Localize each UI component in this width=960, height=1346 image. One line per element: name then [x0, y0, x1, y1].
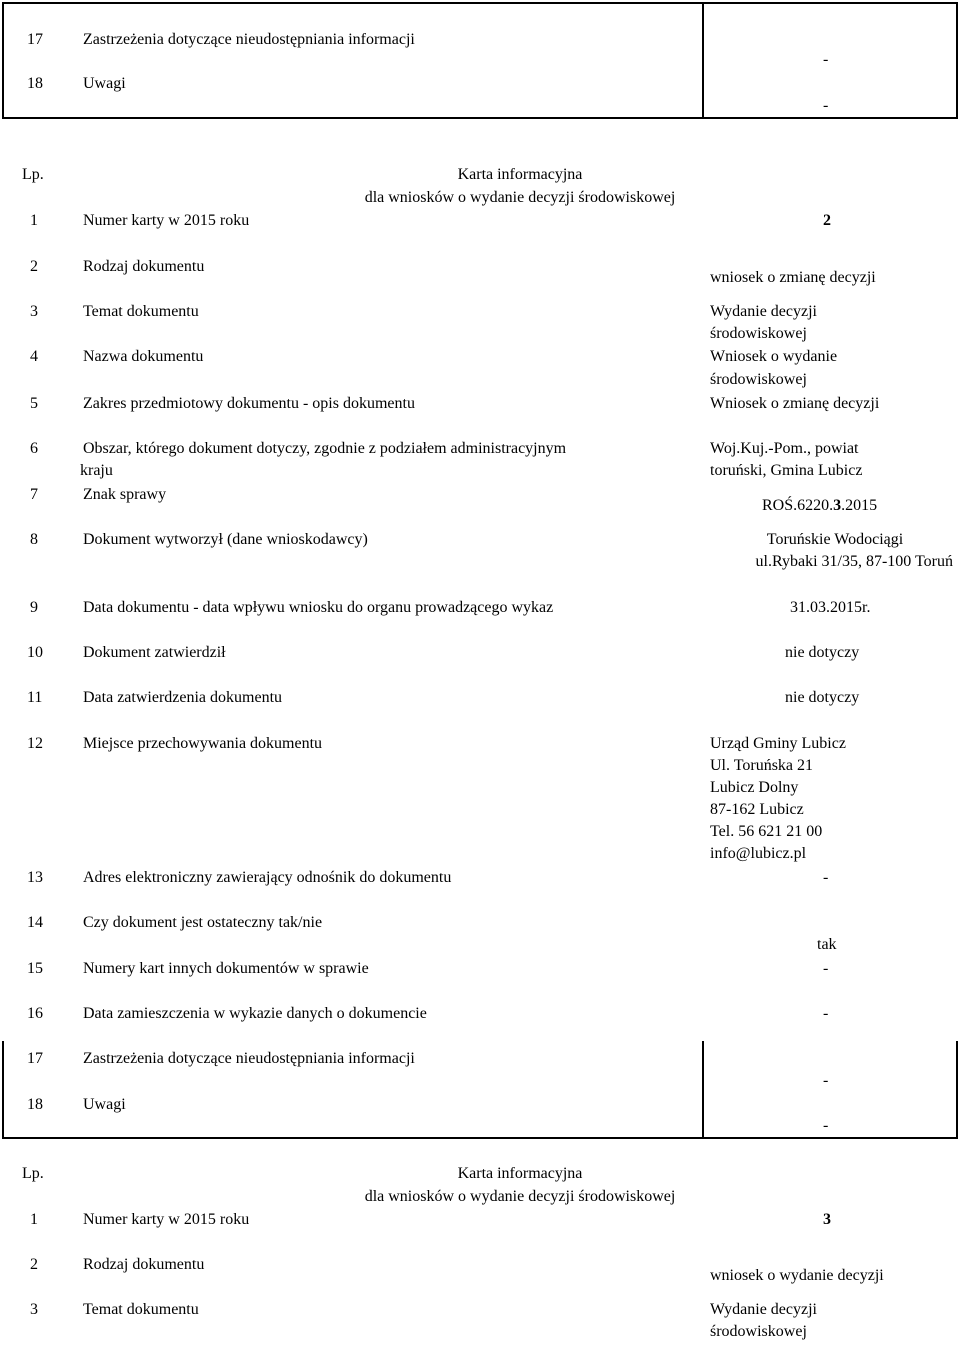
lp-header: Lp.	[22, 166, 44, 183]
row-label: Data zatwierdzenia dokumentu	[83, 689, 283, 706]
rule	[2, 2, 958, 4]
case-number-value	[762, 495, 877, 517]
row-label: Dokument zatwierdził	[83, 644, 226, 661]
row-value: -	[823, 869, 829, 886]
row-label: Obszar, którego dokument dotyczy, zgodnie z podziałem administracyjnym	[83, 440, 567, 457]
email-link[interactable]: info@lubicz.pl	[710, 845, 807, 862]
row-number: 16	[27, 1005, 43, 1022]
row-value: -	[823, 960, 829, 977]
row-label: Temat dokumentu	[83, 1301, 199, 1318]
row-label: Czy dokument jest ostateczny tak/nie	[83, 914, 323, 931]
row-label: Temat dokumentu	[83, 303, 199, 320]
rule	[2, 2, 4, 119]
card-title: Karta informacyjna	[457, 166, 583, 183]
row-number: 14	[27, 914, 43, 931]
row-number: 10	[27, 644, 43, 661]
case-number-core: 3	[833, 497, 842, 514]
row-value: -	[823, 97, 829, 114]
row-number: 6	[30, 440, 38, 457]
row-number: 8	[30, 531, 38, 548]
rule	[2, 1137, 958, 1139]
row-number: 2	[30, 258, 38, 275]
row-value: wniosek o wydanie decyzji	[710, 1267, 884, 1284]
rule	[702, 2, 704, 119]
row-label: Rodzaj dokumentu	[83, 1256, 205, 1273]
row-label: Numer karty w 2015 roku	[83, 212, 250, 229]
row-label: Numer karty w 2015 roku	[83, 1211, 250, 1228]
row-number: 11	[27, 689, 43, 706]
card-subtitle: dla wniosków o wydanie decyzji środowiskowej	[364, 189, 676, 206]
address-line: Urząd Gminy Lubicz	[710, 735, 846, 752]
row-number: 7	[30, 486, 38, 503]
row-value: Wydanie decyzji	[710, 1301, 817, 1318]
card-number-value: 3	[823, 1211, 831, 1228]
row-number: 18	[27, 75, 43, 92]
row-value: nie dotyczy	[785, 689, 860, 706]
row-value: środowiskowej	[710, 325, 807, 342]
rule	[2, 117, 958, 119]
row-value: nie dotyczy	[785, 644, 860, 661]
address-line: 87-162 Lubicz	[710, 801, 804, 818]
rule	[702, 1041, 704, 1139]
row-number: 18	[27, 1096, 43, 1113]
row-value: wniosek o zmianę decyzji	[710, 269, 876, 286]
case-number-prefix: ROŚ.6220.	[762, 497, 834, 514]
row-label: Znak sprawy	[83, 486, 167, 503]
row-value: 31.03.2015r.	[790, 599, 871, 616]
row-label: Miejsce przechowywania dokumentu	[83, 735, 323, 752]
row-value: Toruńskie Wodociągi	[766, 531, 904, 548]
row-label: Nazwa dokumentu	[83, 348, 204, 365]
card-number-value: 2	[823, 212, 831, 229]
row-label: Data dokumentu - data wpływu wniosku do organu prowadzącego wykaz	[83, 599, 554, 616]
row-label: kraju	[80, 462, 113, 479]
row-label: Data zamieszczenia w wykazie danych o dokumencie	[83, 1005, 427, 1022]
row-number: 1	[30, 1211, 38, 1228]
row-label: Uwagi	[83, 75, 126, 92]
row-value: ul.Rybaki 31/35, 87-100 Toruń	[755, 553, 953, 570]
row-number: 15	[27, 960, 43, 977]
row-value: Woj.Kuj.-Pom., powiat	[710, 440, 859, 457]
rule	[956, 2, 958, 119]
row-label: Numery kart innych dokumentów w sprawie	[83, 960, 369, 977]
row-label: Zastrzeżenia dotyczące nieudostępniania informacji	[83, 1050, 415, 1067]
rule	[956, 1041, 958, 1139]
row-number: 3	[30, 1301, 38, 1318]
lp-header: Lp.	[22, 1165, 44, 1182]
row-label: Dokument wytworzył (dane wnioskodawcy)	[83, 531, 368, 548]
row-value: tak	[817, 936, 837, 953]
row-label: Uwagi	[83, 1096, 126, 1113]
case-number-suffix: .2015	[841, 497, 878, 514]
row-number: 4	[30, 348, 38, 365]
row-number: 9	[30, 599, 38, 616]
row-value: Wydanie decyzji	[710, 303, 817, 320]
row-value: -	[823, 51, 829, 68]
address-line: Tel. 56 621 21 00	[710, 823, 823, 840]
row-label: Zastrzeżenia dotyczące nieudostępniania informacji	[83, 31, 415, 48]
row-number: 13	[27, 869, 43, 886]
row-label: Adres elektroniczny zawierający odnośnik do dokumentu	[83, 869, 452, 886]
row-value: -	[823, 1005, 829, 1022]
row-number: 17	[27, 31, 43, 48]
address-line: Lubicz Dolny	[710, 779, 799, 796]
row-number: 3	[30, 303, 38, 320]
address-line: Ul. Toruńska 21	[710, 757, 814, 774]
row-value: Wniosek o zmianę decyzji	[710, 395, 880, 412]
row-label: Rodzaj dokumentu	[83, 258, 205, 275]
row-value: toruński, Gmina Lubicz	[710, 462, 863, 479]
row-number: 1	[30, 212, 38, 229]
row-value: środowiskowej	[710, 371, 807, 388]
row-number: 17	[27, 1050, 43, 1067]
rule	[2, 1041, 4, 1139]
row-number: 2	[30, 1256, 38, 1273]
row-value: Wniosek o wydanie	[710, 348, 838, 365]
row-number: 12	[27, 735, 43, 752]
row-value: -	[823, 1072, 829, 1089]
row-value: -	[823, 1117, 829, 1134]
row-label: Zakres przedmiotowy dokumentu - opis dokumentu	[83, 395, 415, 412]
row-value: środowiskowej	[710, 1323, 807, 1340]
row-number: 5	[30, 395, 38, 412]
card-subtitle: dla wniosków o wydanie decyzji środowiskowej	[364, 1188, 676, 1205]
card-title: Karta informacyjna	[457, 1165, 583, 1182]
